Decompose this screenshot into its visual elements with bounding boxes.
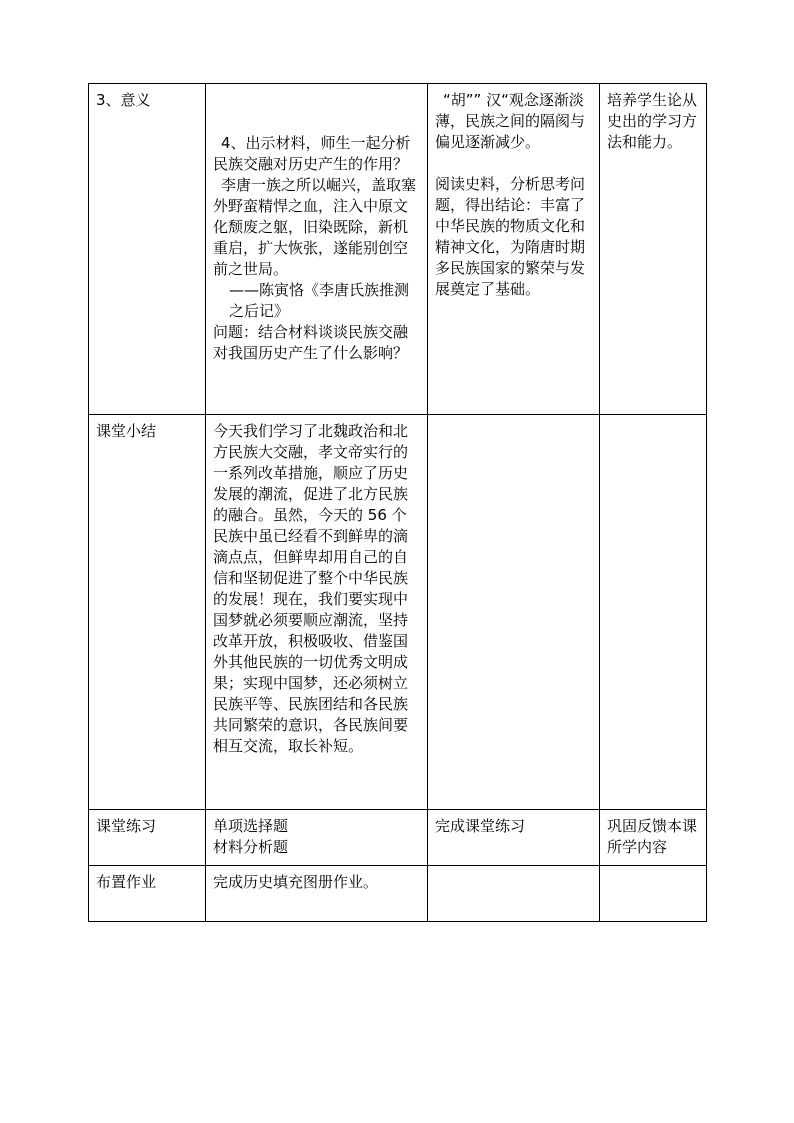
stage-label: 课堂小结 [96,422,157,440]
table-row [89,866,707,922]
table-row [89,415,707,810]
cell-spacer [213,90,420,133]
homework-text: 完成历史填充图册作业。 [213,873,379,891]
question-text: 问题：结合材料谈谈民族交融对我国历史产生了什么影响？ [213,323,409,362]
quote-text: 李唐一族之所以崛兴，盖取塞外野蛮精悍之血，注入中原文化颓废之躯，旧染既除，新机重启，扩大恢张，遂能别创空前之世局。 [213,176,417,278]
teacher-activity-cell [206,415,428,810]
paragraph-gap [435,153,592,174]
teacher-activity-cell [206,810,428,866]
citation-text: ——陈寅恪《李唐氏族推测之后记》 [229,281,410,320]
teacher-activity-cell [206,866,428,922]
student-activity-cell [428,866,600,922]
table-row [89,810,707,866]
design-intent-cell [600,415,707,810]
student-activity-cell [428,810,600,866]
student-activity-cell [428,84,600,415]
design-intent-cell [600,810,707,866]
stage-label: 3、意义 [96,91,151,109]
task-text: 4、出示材料，师生一起分析民族交融对历史产生的作用？ [213,134,411,173]
stage-label: 布置作业 [96,873,157,891]
table-row [89,84,707,415]
design-intent-text: 巩固反馈本课所学内容 [607,817,698,856]
design-intent-text: 培养学生论从史出的学习方法和能力。 [607,91,698,151]
summary-text: 今天我们学习了北魏政治和北方民族大交融，孝文帝实行的一系列改革措施，顺应了历史发展的潮流，促进了北方民族的融合。虽然，今天的 56 个民族中虽已经看不到鲜卑的滴滴点点，但鲜卑却用自己的自信和坚韧促进了整个中华民族的发展！现在，我们要实现中国梦就必须要顺应潮流，坚持改革开放，积极吸收、借鉴国外其他民族的一切优秀文明成果；实现中国梦，还必须树立民族平等、民族团结和各民族共同繁荣的意识，各民族间要相互交流，取长补短。 [213,422,409,755]
stage-label: 课堂练习 [96,817,157,835]
exercise-item: 单项选择题 [213,817,289,835]
student-activity-text-2: 阅读史料，分析思考问题，得出结论：丰富了中华民族的物质文化和精神文化，为隋唐时期多民族国家的繁荣与发展奠定了基础。 [435,175,586,298]
exercise-item: 材料分析题 [213,838,289,856]
stage-cell [89,415,206,810]
stage-cell [89,810,206,866]
student-activity-text: 完成课堂练习 [435,817,526,835]
lesson-plan-table [88,83,707,922]
stage-cell [89,866,206,922]
design-intent-cell [600,866,707,922]
teacher-activity-cell [206,84,428,415]
student-activity-text-1: “胡”” 汉“观念逐渐淡薄，民族之间的隔阂与偏见逐渐减少。 [435,91,586,151]
stage-cell [89,84,206,415]
student-activity-cell [428,415,600,810]
design-intent-cell [600,84,707,415]
